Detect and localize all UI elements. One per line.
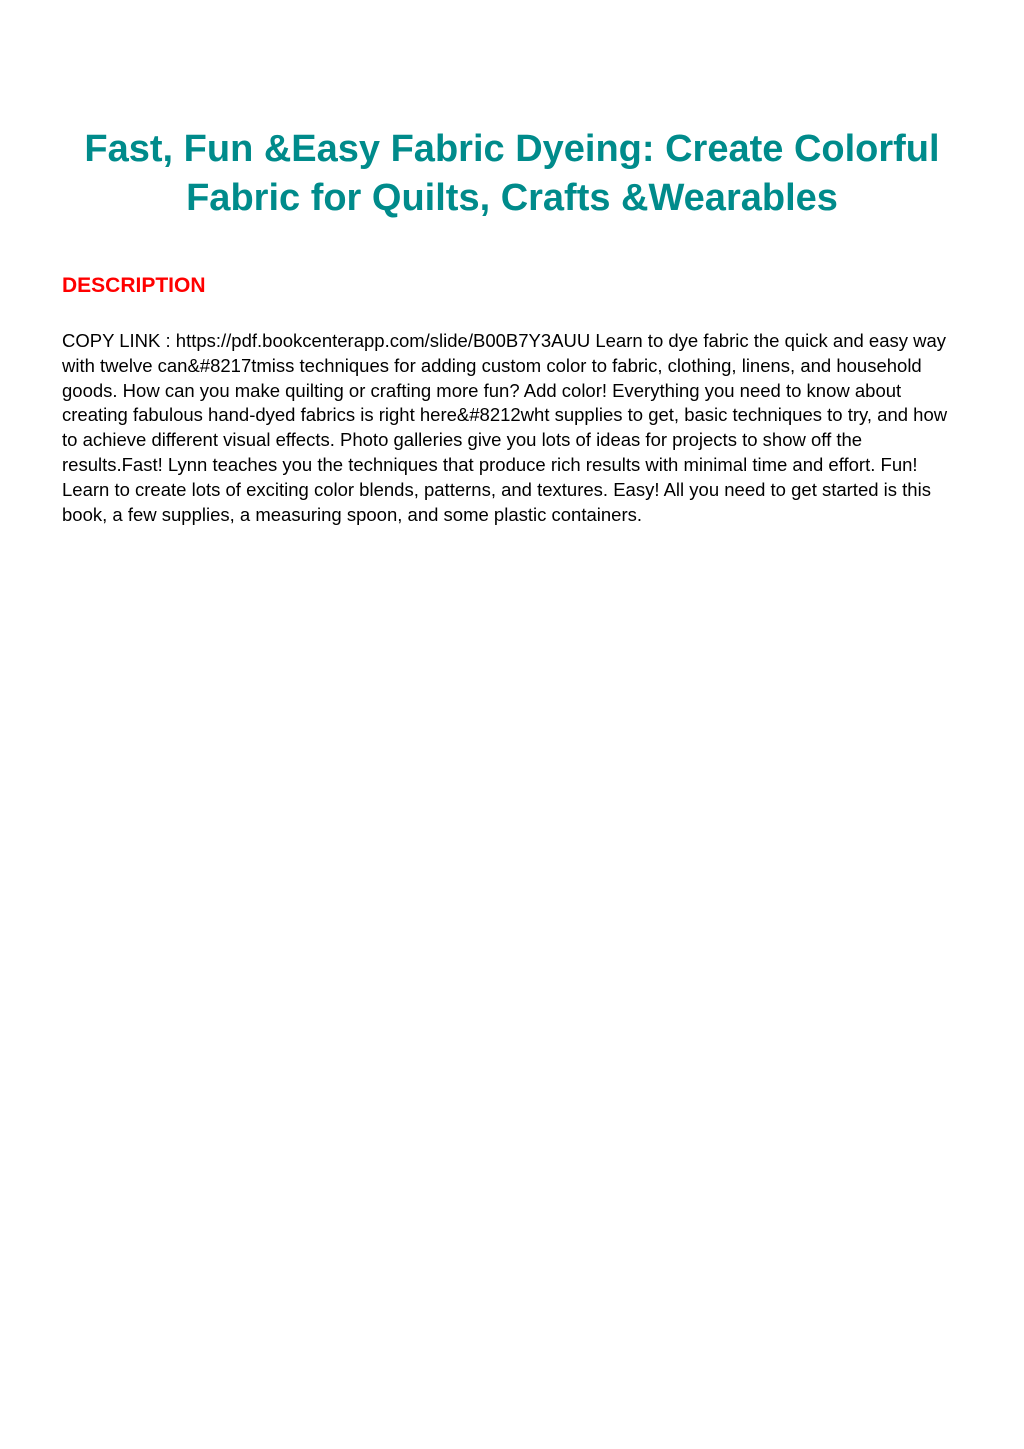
description-text: COPY LINK : https://pdf.bookcenterapp.com/slide/B00B7Y3AUU Learn to dye fabric the quick and easy way with twelve can&#8217tmiss techniques for adding custom color to fabric, clothing, linens, and household goods. How can you make quilting or crafting more fun? Add color! Everything you need to know about creating fabulous hand-dyed fabrics is right here&#8212wht supplies to get, basic techniques to try, and how to achieve different visual effects. Photo galleries give you lots of ideas for projects to show off the results.Fast! Lynn teaches you the techniques that produce rich results with minimal time and effort. Fun! Learn to create lots of exciting color blends, patterns, and textures. Easy! All you need to get started is this book, a few supplies, a measuring spoon, and some plastic containers. <box>62 330 948 525</box>
document-title: Fast, Fun &Easy Fabric Dyeing: Create Colorful Fabric for Quilts, Crafts &Wearables <box>84 128 940 219</box>
description-heading: DESCRIPTION <box>62 274 206 297</box>
